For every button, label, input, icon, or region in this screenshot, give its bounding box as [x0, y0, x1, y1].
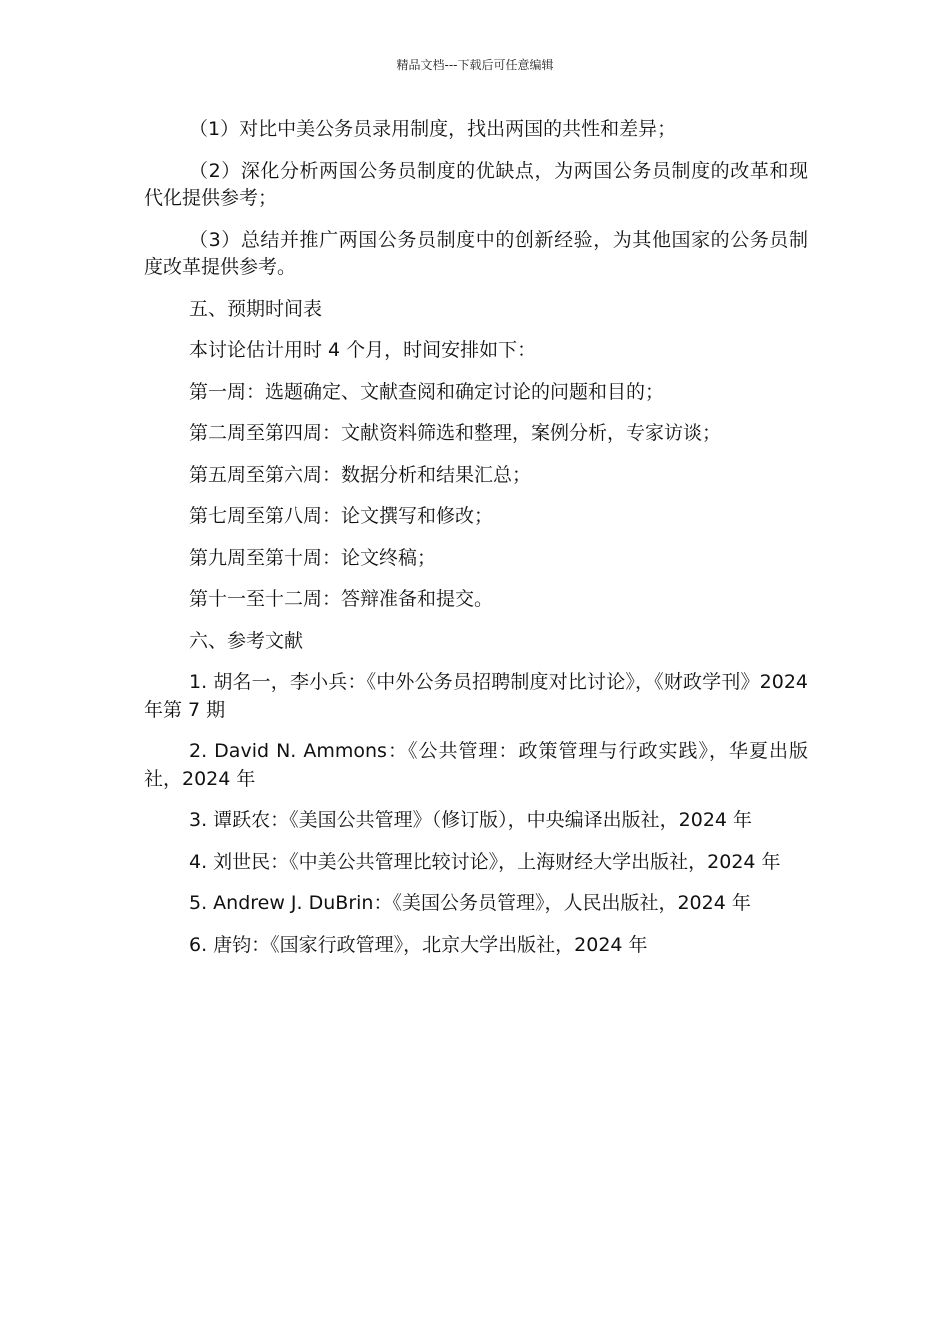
timeline-item: 第五周至第六周：数据分析和结果汇总； [189, 463, 532, 486]
timeline-item: 第一周：选题确定、文献查阅和确定讨论的问题和目的； [189, 380, 665, 403]
page-header: 精品文档---下载后可任意编辑 [396, 58, 554, 72]
reference-item: 4. 刘世民：《中美公共管理比较讨论》，上海财经大学出版社，2024 年 [189, 850, 781, 873]
reference-item: 6. 唐钧：《国家行政管理》，北京大学出版社，2024 年 [189, 933, 648, 956]
document-body [144, 116, 808, 973]
reference-item: 2. David N. Ammons：《公共管理：政策管理与行政实践》，华夏出版社，2024 年 [144, 740, 808, 790]
timeline-item: 第九周至第十周：论文终稿； [189, 546, 437, 569]
timeline-intro: 本讨论估计用时 4 个月，时间安排如下： [189, 339, 537, 361]
timeline-item: 第七周至第八周：论文撰写和修改； [189, 505, 494, 527]
objective-3: （3）总结并推广两国公务员制度中的创新经验，为其他国家的公务员制度改革提供参考。 [144, 228, 808, 278]
reference-item: 5. Andrew J. DuBrin：《美国公务员管理》，人民出版社，2024 年 [189, 892, 751, 914]
objective-2: （2）深化分析两国公务员制度的优缺点，为两国公务员制度的改革和现代化提供参考； [144, 159, 808, 209]
section-heading-references: 六、参考文献 [189, 629, 304, 652]
timeline-item: 第二周至第四周：文献资料筛选和整理，案例分析，专家访谈； [189, 422, 722, 444]
reference-item: 3. 谭跃农：《美国公共管理》（修订版），中央编译出版社，2024 年 [189, 809, 753, 831]
section-heading-timeline: 五、预期时间表 [189, 297, 323, 320]
objective-1: （1）对比中美公务员录用制度，找出两国的共性和差异； [189, 118, 677, 140]
reference-item: 1. 胡名一，李小兵：《中外公务员招聘制度对比讨论》，《财政学刊》2024 年第 7 期 [144, 671, 808, 721]
timeline-item: 第十一至十二周：答辩准备和提交。 [189, 588, 494, 610]
